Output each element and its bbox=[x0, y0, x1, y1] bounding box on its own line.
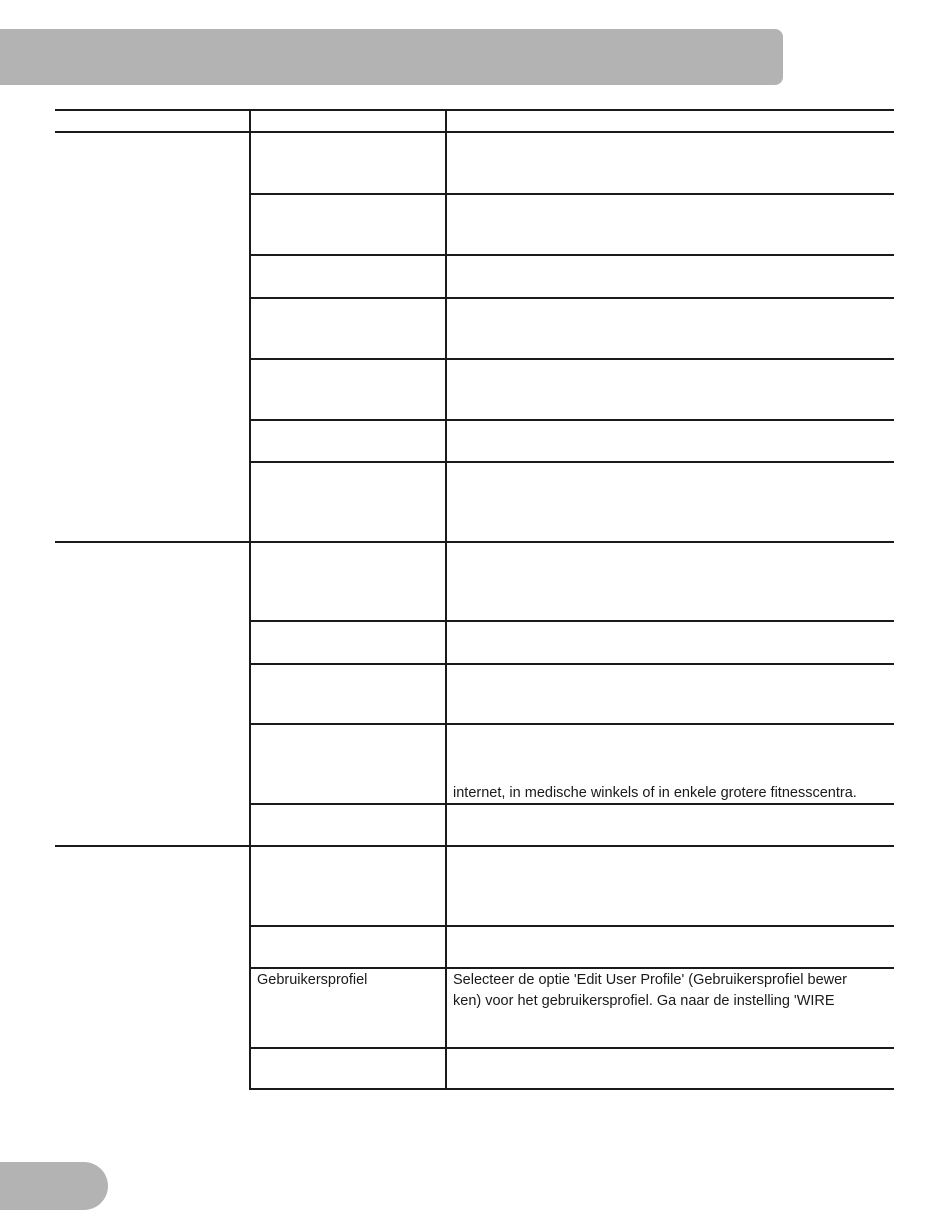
table-top-border bbox=[55, 109, 894, 111]
row-border bbox=[250, 967, 894, 969]
table-header-border bbox=[55, 131, 894, 133]
row-border bbox=[250, 620, 894, 622]
row-border bbox=[250, 663, 894, 665]
table-bottom-border bbox=[250, 1088, 894, 1090]
row-border bbox=[250, 925, 894, 927]
row-border bbox=[250, 358, 894, 360]
page-number-tab bbox=[0, 1162, 108, 1210]
row-description-line: Selecteer de optie 'Edit User Profile' (Gebruikersprofiel bewer bbox=[453, 972, 847, 988]
row-description-line: ken) voor het gebruikersprofiel. Ga naar de instelling 'WIRE bbox=[453, 993, 835, 1009]
row-border bbox=[250, 461, 894, 463]
partial-description-text: internet, in medische winkels of in enkele grotere fitnesscentra. bbox=[453, 785, 857, 801]
group-border bbox=[55, 541, 894, 543]
group-border bbox=[55, 845, 894, 847]
row-border bbox=[250, 254, 894, 256]
header-bar bbox=[0, 29, 783, 85]
row-border bbox=[250, 803, 894, 805]
column-separator-2 bbox=[445, 109, 447, 1090]
row-border bbox=[250, 193, 894, 195]
row-name-gebruikersprofiel: Gebruikersprofiel bbox=[257, 972, 368, 988]
row-border bbox=[250, 723, 894, 725]
row-border bbox=[250, 1047, 894, 1049]
row-border bbox=[250, 297, 894, 299]
row-border bbox=[250, 419, 894, 421]
column-separator-1 bbox=[249, 109, 251, 1090]
